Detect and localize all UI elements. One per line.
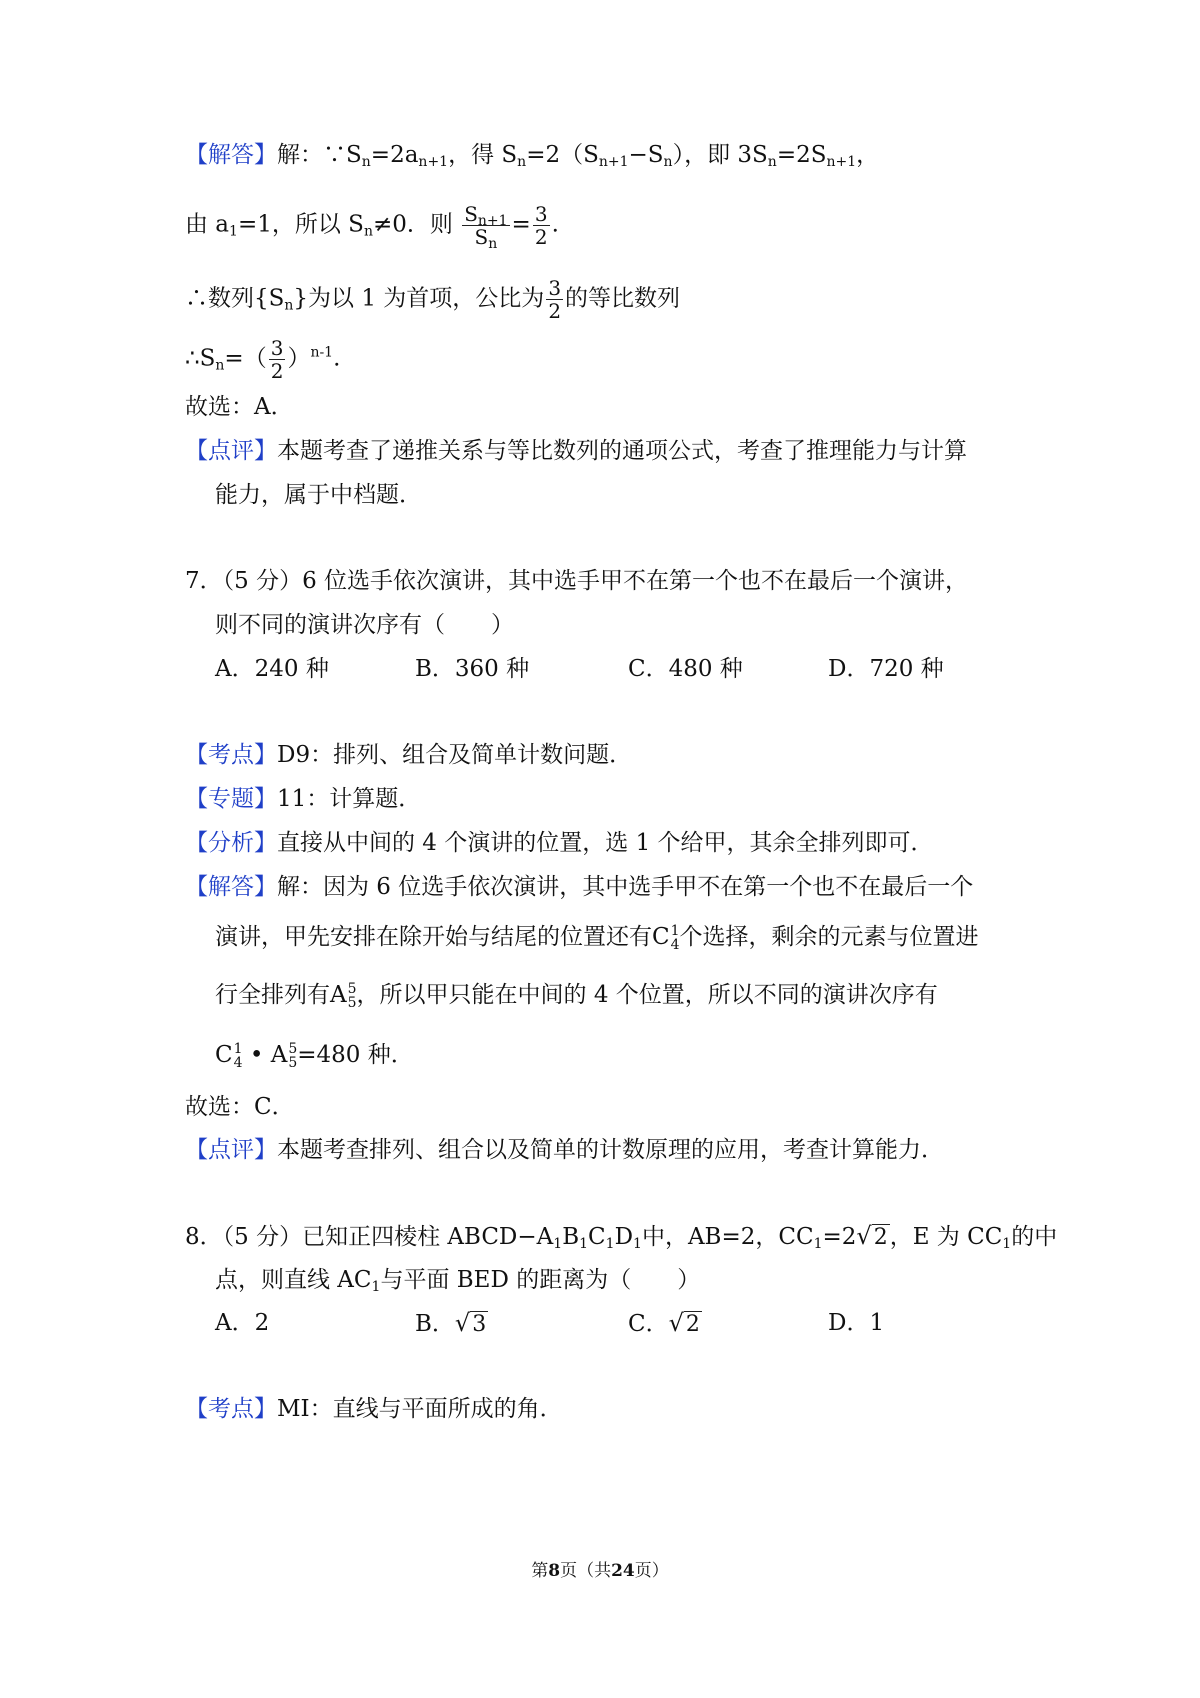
fraction-ratio: $\frac{S_{n+1}}{S_n}$ bbox=[464, 202, 508, 252]
section-tag-knowledge: 【考点】 bbox=[185, 742, 277, 768]
section-tag-knowledge: 【考点】 bbox=[185, 1396, 277, 1422]
fraction-ratio-three-halves: $\frac{3}{2}$ bbox=[548, 276, 562, 323]
q7-topic: 【专题】11：计算题． bbox=[185, 786, 422, 812]
q7-option-a: A．240 种 bbox=[215, 656, 329, 682]
q6-solution-line-1: 【解答】解：$\because S_n=2a_{n+1}$，得 $S_n=2(S_{n+1}-S_n)$，即 $3S_n=2S_{n+1}$， bbox=[185, 142, 880, 170]
combination-symbol: 1 4 bbox=[670, 923, 680, 953]
q6-answer-choice: 故选：A． bbox=[185, 394, 294, 420]
q8-option-b: B．√3 bbox=[415, 1309, 487, 1337]
q8-knowledge-point: 【考点】MI：直线与平面所成的角． bbox=[185, 1396, 563, 1422]
section-tag-analysis: 【分析】 bbox=[185, 830, 277, 856]
q7-option-c: C．480 种 bbox=[628, 656, 743, 682]
q7-solution-line-3: 行全排列有A 5 5 ，所以甲只能在中间的 4 个位置，所以不同的演讲次序有 bbox=[215, 981, 938, 1011]
section-tag-comment: 【点评】 bbox=[185, 1137, 277, 1163]
section-tag-comment: 【点评】 bbox=[185, 438, 277, 464]
page-footer: 第8页（共24页） bbox=[531, 1561, 669, 1581]
q7-solution-line-4: C 1 4 • A 5 5 =480 种． bbox=[215, 1041, 414, 1071]
fraction-three-halves: $\frac{3}{2}$ bbox=[534, 202, 548, 249]
q8-option-d: D．1 bbox=[828, 1310, 885, 1336]
q7-solution-line-1: 【解答】解：因为 6 位选手依次演讲，其中选手甲不在第一个也不在最后一个 bbox=[185, 874, 974, 900]
q7-option-d: D．720 种 bbox=[828, 656, 944, 682]
q7-stem-line-1: 7．（5 分）6 位选手依次演讲，其中选手甲不在第一个也不在最后一个演讲， bbox=[185, 568, 969, 594]
q8-stem-line-2: 点，则直线 $AC_1$与平面 BED 的距离为（ ） bbox=[215, 1267, 701, 1295]
section-tag-answer: 【解答】 bbox=[185, 874, 277, 900]
q7-option-b: B．360 种 bbox=[415, 656, 530, 682]
section-tag-topic: 【专题】 bbox=[185, 786, 277, 812]
q7-answer-choice: 故选：C． bbox=[185, 1094, 295, 1120]
q8-stem-line-1: 8．（5 分）已知正四棱柱 $ABCD-A_1B_1C_1D_1$中，AB=2，$CC_1=2√2$，E 为 $CC_1$的中 bbox=[185, 1222, 1058, 1252]
sqrt-two: √2 bbox=[856, 1222, 888, 1250]
q6-solution-line-4: $\therefore S_n=$（ $\frac{3}{2}$ ）$^{n-1}$. bbox=[185, 336, 341, 383]
q7-solution-line-2: 演讲，甲先安排在除开始与结尾的位置还有C 1 4 个选择，剩余的元素与位置进 bbox=[215, 923, 979, 953]
q7-comment: 【点评】本题考查排列、组合以及简单的计数原理的应用，考查计算能力． bbox=[185, 1137, 944, 1163]
q6-solution-line-3: ∴数列$\{S_n\}$为以 1 为首项，公比为 $\frac{3}{2}$ 的等比数列 bbox=[185, 276, 681, 323]
q6-comment-line-2: 能力，属于中档题． bbox=[215, 482, 422, 508]
q7-analysis: 【分析】直接从中间的 4 个演讲的位置，选 1 个给甲，其余全排列即可． bbox=[185, 830, 934, 856]
q7-stem-line-2: 则不同的演讲次序有（ ） bbox=[215, 612, 514, 638]
permutation-symbol: 5 5 bbox=[347, 981, 357, 1011]
q6-comment-line-1: 【点评】本题考查了递推关系与等比数列的通项公式，考查了推理能力与计算 bbox=[185, 438, 967, 464]
section-tag-answer: 【解答】 bbox=[185, 142, 277, 168]
q8-option-a: A．2 bbox=[215, 1310, 270, 1336]
q7-knowledge-point: 【考点】D9：排列、组合及简单计数问题． bbox=[185, 742, 633, 768]
q6-solution-line-2: 由 $a_1=1$，所以 $S_n\ne 0$．则 $\frac{S_{n+1}}{S_n}$ = $\frac{3}{2}$ . bbox=[185, 202, 559, 252]
q8-option-c: C．√2 bbox=[628, 1309, 700, 1337]
